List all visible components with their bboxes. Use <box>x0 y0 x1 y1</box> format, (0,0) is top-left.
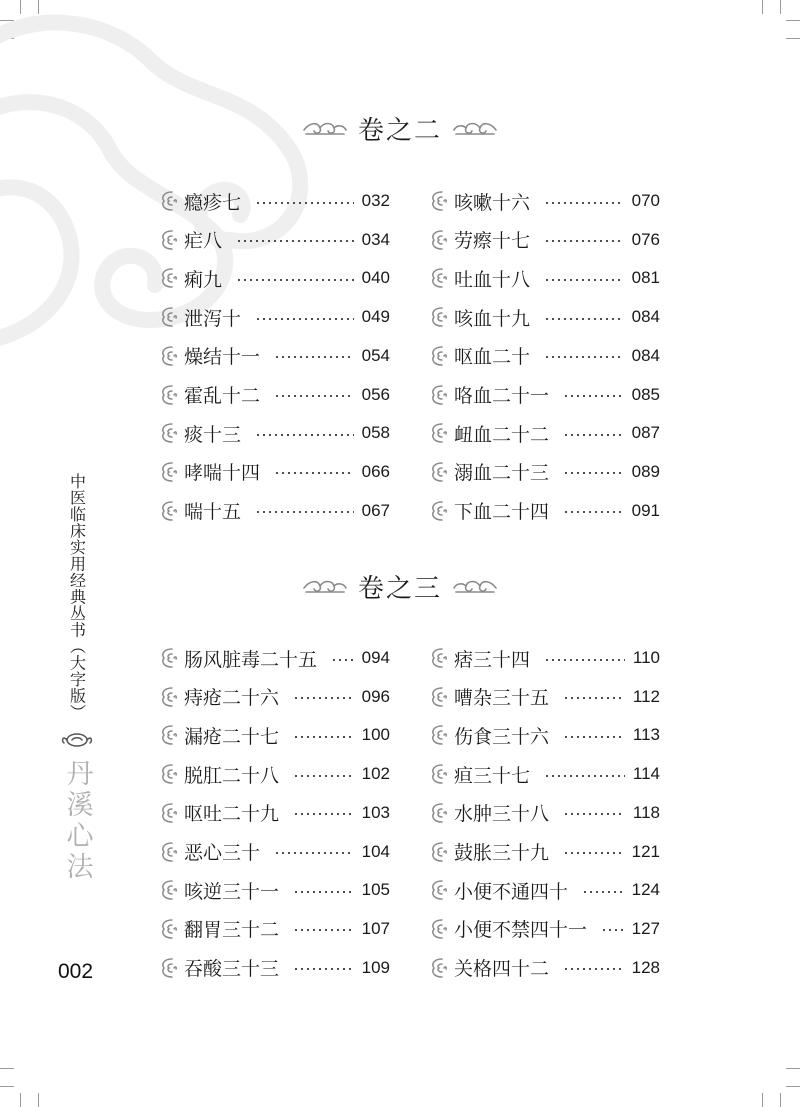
toc-entry-title: 哮喘十四 <box>184 462 261 485</box>
cloud-scroll-icon <box>428 383 448 407</box>
toc-entry[interactable] <box>158 644 390 672</box>
toc-entry-page: 049 <box>361 307 390 327</box>
toc-entry[interactable] <box>428 497 660 525</box>
toc-entry[interactable] <box>158 799 390 827</box>
dot-leader <box>274 852 354 854</box>
cloud-ornament-icon <box>302 576 348 596</box>
toc-entry-page: 109 <box>361 957 390 977</box>
cloud-scroll-icon <box>428 840 448 864</box>
toc-entry-page: 104 <box>361 841 390 861</box>
crop-mark <box>786 20 800 21</box>
toc-entry[interactable] <box>158 915 390 943</box>
toc-entry[interactable] <box>158 458 390 486</box>
cloud-scroll-icon <box>158 383 178 407</box>
toc-entry-title: 溺血二十三 <box>454 462 550 485</box>
dot-leader <box>255 434 354 436</box>
cloud-scroll-icon <box>428 956 448 980</box>
crop-mark <box>786 38 800 39</box>
toc-entry[interactable] <box>428 721 660 749</box>
dot-leader <box>293 736 354 738</box>
dot-leader <box>293 929 354 931</box>
toc-entry-title: 呕血二十 <box>454 346 531 369</box>
toc-entry-title: 咯血二十一 <box>454 385 550 407</box>
toc-entry[interactable] <box>158 838 390 866</box>
toc-entry-title: 疟八 <box>184 230 223 253</box>
toc-entry-page: 096 <box>361 686 390 706</box>
toc-column <box>158 644 390 984</box>
dot-leader <box>563 395 624 397</box>
cloud-ornament-icon <box>452 118 498 138</box>
cloud-scroll-icon <box>158 305 178 329</box>
toc-entry-title: 鼓胀三十九 <box>454 842 550 864</box>
cloud-scroll-icon <box>158 917 178 941</box>
dot-leader <box>601 929 624 931</box>
cloud-scroll-icon <box>428 228 448 252</box>
dot-leader <box>563 472 624 474</box>
cloud-scroll-icon <box>428 762 448 786</box>
toc-entry[interactable] <box>158 187 390 215</box>
toc-entry[interactable] <box>428 876 660 904</box>
toc-entry[interactable] <box>158 419 390 447</box>
cloud-scroll-icon <box>158 840 178 864</box>
dot-leader <box>293 775 354 777</box>
toc-entry-title: 痢九 <box>184 268 223 291</box>
cloud-scroll-icon <box>158 685 178 709</box>
dot-leader <box>544 318 624 320</box>
toc-entry[interactable] <box>158 683 390 711</box>
toc-entry-page: 032 <box>361 191 390 210</box>
crop-mark <box>0 1086 14 1087</box>
section-heading <box>0 108 800 148</box>
dot-leader <box>236 240 354 242</box>
toc-entry-title: 痔疮二十六 <box>184 687 280 710</box>
crop-mark <box>762 1093 763 1107</box>
dot-leader <box>544 659 625 661</box>
cloud-ornament-icon <box>302 118 348 138</box>
toc-entry-page: 121 <box>631 841 660 861</box>
dot-leader <box>236 279 354 281</box>
crop-mark <box>780 1093 781 1107</box>
toc-entry-page: 114 <box>632 764 660 784</box>
dot-leader <box>274 395 354 397</box>
toc-entry-page: 089 <box>631 461 660 481</box>
toc-entry[interactable] <box>158 226 390 254</box>
crop-mark <box>20 1093 21 1107</box>
toc-entry-page: 070 <box>631 191 660 210</box>
cloud-scroll-icon <box>158 344 178 368</box>
crop-mark <box>786 1068 800 1069</box>
toc-column <box>428 187 660 527</box>
book-title: 丹溪心法 <box>61 758 93 883</box>
cloud-scroll-icon <box>428 421 448 445</box>
toc-entry-page: 091 <box>631 500 660 520</box>
toc-entry-title: 痰十三 <box>184 423 242 446</box>
toc-entry-title: 呕吐二十九 <box>184 803 280 826</box>
dot-leader <box>274 472 354 474</box>
dot-leader <box>293 968 354 970</box>
page-number: 002 <box>58 960 94 983</box>
toc-entry-title: 小便不禁四十一 <box>454 919 588 942</box>
toc-entry[interactable] <box>158 497 390 525</box>
cloud-ornament-icon <box>452 576 498 596</box>
toc-entry[interactable] <box>158 264 390 292</box>
toc-entry[interactable] <box>428 838 660 866</box>
toc-entry-title: 漏疮二十七 <box>184 725 280 748</box>
toc-entry[interactable] <box>158 721 390 749</box>
crop-mark <box>0 1068 14 1069</box>
toc-column <box>158 187 390 527</box>
cloud-scroll-icon <box>428 499 448 523</box>
toc-entry-title: 关格四十二 <box>454 958 550 981</box>
dot-leader <box>563 968 624 970</box>
toc-entry-title: 咳逆三十一 <box>184 880 280 903</box>
toc-entry[interactable] <box>428 264 660 292</box>
crop-mark <box>38 1093 39 1107</box>
toc-entry[interactable] <box>428 419 660 447</box>
toc-entry[interactable] <box>428 342 660 370</box>
toc-entry-page: 102 <box>361 764 390 784</box>
toc-entry-title: 痞三十四 <box>454 648 531 671</box>
toc-entry-page: 110 <box>632 648 660 667</box>
toc-entry[interactable] <box>428 760 660 788</box>
dot-leader <box>331 659 354 661</box>
dot-leader <box>544 279 624 281</box>
dot-leader <box>544 356 624 358</box>
toc-entry[interactable] <box>158 303 390 331</box>
toc-entry-title: 喘十五 <box>184 501 242 524</box>
toc-entry-page: 084 <box>631 307 660 327</box>
toc-entry-page: 085 <box>631 384 660 404</box>
toc-entry-page: 058 <box>361 423 390 443</box>
toc-entry-page: 094 <box>361 648 390 667</box>
toc-entry-title: 瘾疹七 <box>184 191 242 214</box>
toc-entry-title: 劳瘵十七 <box>454 230 531 253</box>
cloud-scroll-icon <box>428 266 448 290</box>
dot-leader <box>563 434 624 436</box>
toc-entry-page: 127 <box>631 918 660 938</box>
toc-entry[interactable] <box>428 226 660 254</box>
cloud-scroll-icon <box>158 956 178 980</box>
toc-entry-page: 081 <box>631 268 660 288</box>
toc-entry-page: 118 <box>632 802 660 822</box>
cloud-scroll-icon <box>158 266 178 290</box>
section-title-text: 卷之三 <box>357 573 442 604</box>
toc-column <box>428 644 660 984</box>
toc-entry-title: 下血二十四 <box>454 501 550 524</box>
toc-entry-title: 小便不通四十 <box>454 880 569 903</box>
toc-entry[interactable] <box>428 954 660 982</box>
cloud-scroll-icon <box>158 723 178 747</box>
toc-entry[interactable] <box>428 187 660 215</box>
toc-entry-page: 113 <box>632 725 660 745</box>
toc-entry-page: 124 <box>631 880 660 900</box>
cloud-scroll-icon <box>158 421 178 445</box>
toc-entry-page: 112 <box>632 686 660 706</box>
toc-entry-page: 066 <box>361 461 390 481</box>
cloud-scroll-icon <box>158 499 178 523</box>
series-title: 中医临床实用经典丛书（大字版） <box>67 473 87 721</box>
section-heading <box>0 566 800 606</box>
toc-entry-title: 恶心三十 <box>184 842 261 864</box>
toc-entry[interactable] <box>428 303 660 331</box>
cloud-scroll-icon <box>158 762 178 786</box>
dot-leader <box>293 697 354 699</box>
toc-entry[interactable] <box>158 760 390 788</box>
cloud-scroll-icon <box>158 228 178 252</box>
cloud-scroll-icon <box>428 685 448 709</box>
dot-leader <box>293 891 354 893</box>
toc-entry-title: 霍乱十二 <box>184 385 261 407</box>
toc-entry-page: 040 <box>361 268 390 288</box>
toc-entry-title: 吞酸三十三 <box>184 958 280 981</box>
toc-entry-title: 燥结十一 <box>184 346 261 369</box>
toc-entry-page: 076 <box>631 229 660 249</box>
toc-entry[interactable] <box>428 381 660 409</box>
dot-leader <box>255 202 354 204</box>
cloud-scroll-icon <box>158 646 178 670</box>
toc-entry-page: 084 <box>631 345 660 365</box>
cloud-scroll-icon <box>158 878 178 902</box>
dot-leader <box>563 736 625 738</box>
dot-leader <box>563 813 625 815</box>
dot-leader <box>544 775 625 777</box>
cloud-scroll-icon <box>428 878 448 902</box>
dot-leader <box>544 202 624 204</box>
cloud-scroll-icon <box>428 917 448 941</box>
dot-leader <box>255 318 354 320</box>
cloud-scroll-icon <box>428 189 448 213</box>
toc-entry-page: 087 <box>631 423 660 443</box>
crop-mark <box>786 1086 800 1087</box>
cloud-scroll-icon <box>428 646 448 670</box>
toc-entry-page: 105 <box>361 880 390 900</box>
dot-leader <box>563 697 625 699</box>
crop-mark <box>780 0 781 14</box>
toc-entry-page: 100 <box>361 725 390 745</box>
toc-entry-title: 咳嗽十六 <box>454 191 531 214</box>
cloud-scroll-icon <box>158 189 178 213</box>
toc-entry-title: 疸三十七 <box>454 764 531 787</box>
toc-entry[interactable] <box>428 644 660 672</box>
toc-entry[interactable] <box>428 915 660 943</box>
toc-entry[interactable] <box>158 876 390 904</box>
toc-entry-page: 067 <box>361 500 390 520</box>
cloud-scroll-icon <box>158 460 178 484</box>
dot-leader <box>563 511 624 513</box>
cloud-ornament-icon <box>60 729 94 751</box>
toc-entry-page: 034 <box>361 229 390 249</box>
toc-entry-page: 103 <box>361 802 390 822</box>
dot-leader <box>293 813 354 815</box>
toc-entry[interactable] <box>158 381 390 409</box>
section-title-text: 卷之二 <box>357 115 442 146</box>
cloud-scroll-icon <box>428 305 448 329</box>
cloud-scroll-icon <box>428 723 448 747</box>
toc-entry-title: 水肿三十八 <box>454 803 550 826</box>
spine-margin <box>62 473 92 883</box>
toc-entry-page: 054 <box>361 345 390 365</box>
crop-mark <box>762 0 763 14</box>
toc-entry[interactable] <box>428 799 660 827</box>
toc-entry-page: 128 <box>631 957 660 977</box>
toc-entry-title: 嘈杂三十五 <box>454 687 550 710</box>
toc-entry-title: 伤食三十六 <box>454 725 550 748</box>
toc-entry-page: 107 <box>361 918 390 938</box>
toc-entry-title: 肠风脏毒二十五 <box>184 648 318 671</box>
dot-leader <box>255 511 354 513</box>
toc-entry[interactable] <box>158 954 390 982</box>
dot-leader <box>274 356 354 358</box>
toc-entry-title: 翻胃三十二 <box>184 919 280 942</box>
cloud-scroll-icon <box>158 801 178 825</box>
toc-entry-title: 咳血十九 <box>454 307 531 330</box>
cloud-scroll-icon <box>428 460 448 484</box>
dot-leader <box>563 852 624 854</box>
toc-entry-title: 吐血十八 <box>454 268 531 291</box>
toc-entry-title: 衄血二十二 <box>454 423 550 446</box>
toc-entry[interactable] <box>428 458 660 486</box>
toc-entry-title: 泄泻十 <box>184 307 242 330</box>
toc-entry[interactable] <box>158 342 390 370</box>
dot-leader <box>582 891 624 893</box>
toc-entry[interactable] <box>428 683 660 711</box>
toc-entry-title: 脱肛二十八 <box>184 764 280 787</box>
cloud-scroll-icon <box>428 801 448 825</box>
dot-leader <box>544 240 624 242</box>
toc-entry-page: 056 <box>361 384 390 404</box>
cloud-scroll-icon <box>428 344 448 368</box>
